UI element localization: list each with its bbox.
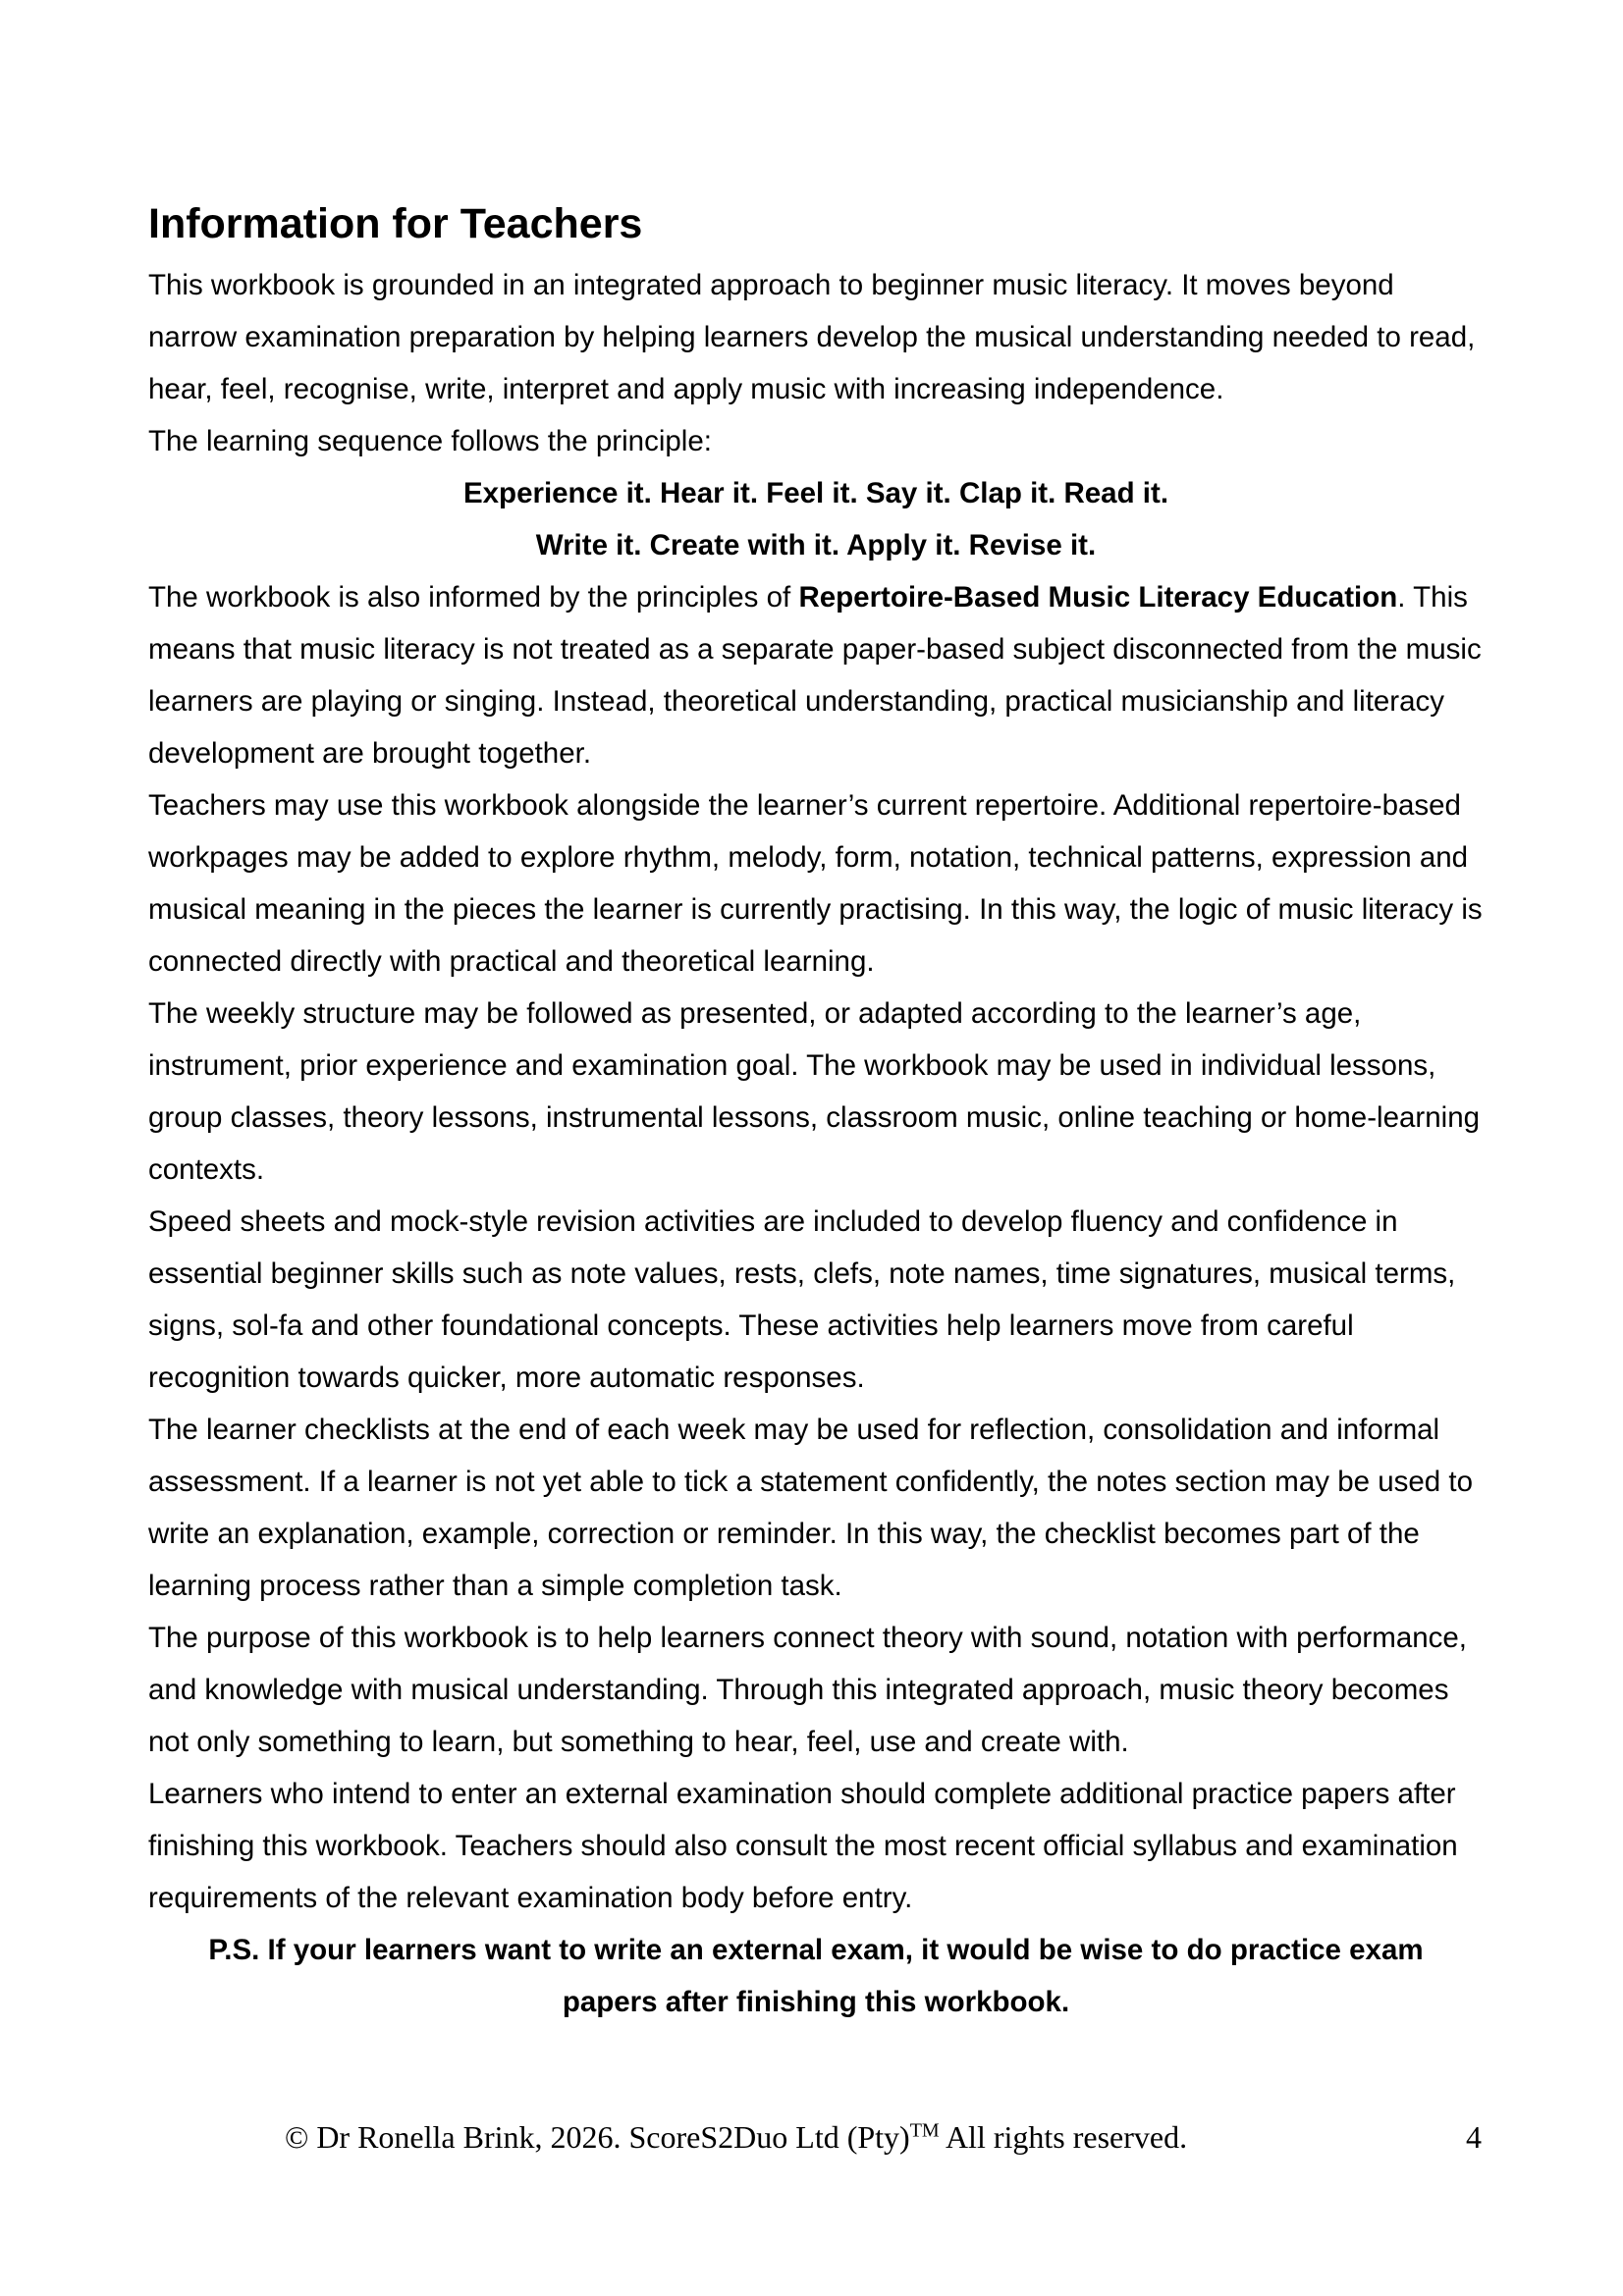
page-footer bbox=[0, 2112, 1623, 2162]
copyright-text: © Dr Ronella Brink, 2026. ScoreS2Duo Ltd (Pty) bbox=[285, 2119, 910, 2155]
paragraph-principle-intro: The learning sequence follows the principle: bbox=[148, 425, 712, 457]
paragraph-weekly-structure: The weekly structure may be followed as presented, or adapted according to the learner’s age, instrument, prior experience and examination goal. The workbook may be used in individual lessons, group classes, theory lessons, instrumental lessons, classroom music, online teaching or home-learning contexts. bbox=[148, 997, 1481, 1186]
postscript-line-2: papers after finishing this workbook. bbox=[562, 1986, 1070, 2018]
repertoire-based-term: Repertoire-Based Music Literacy Education bbox=[798, 581, 1398, 614]
paragraph-repertoire-based bbox=[148, 571, 1484, 779]
copyright-notice bbox=[285, 2112, 1187, 2162]
rights-reserved-text: All rights reserved. bbox=[939, 2119, 1188, 2155]
paragraph-repertoire-text-start: The workbook is also informed by the principles of bbox=[148, 581, 799, 614]
paragraph-intro: This workbook is grounded in an integrated approach to beginner music literacy. It moves beyond narrow examination preparation by helping learners develop the musical understanding needed to read, hear, feel, recognise, write, interpret and apply music with increasing independence. bbox=[148, 269, 1476, 405]
paragraph-external-exam: Learners who intend to enter an external examination should complete additional practice papers after finishing this workbook. Teachers should also consult the most recent official syllabus and examination requirements of the relevant examination body before entry. bbox=[148, 1778, 1458, 1914]
principle-line-2: Write it. Create with it. Apply it. Revise it. bbox=[535, 529, 1097, 561]
page-number: 4 bbox=[1466, 2119, 1482, 2155]
paragraph-purpose: The purpose of this workbook is to help learners connect theory with sound, notation with performance, and knowledge with musical understanding. Through this integrated approach, music theory becomes not only something to learn, but something to hear, feel, use and create with. bbox=[148, 1622, 1467, 1758]
page-content bbox=[148, 192, 1484, 2028]
paragraph-speed-sheets: Speed sheets and mock-style revision activities are included to develop fluency and confidence in essential beginner skills such as note values, rests, clefs, note names, time signatures, musical terms, signs, sol-fa and other foundational concepts. These activities help learners move from careful recognition towards quicker, more automatic responses. bbox=[148, 1205, 1456, 1394]
postscript-line-1: P.S. If your learners want to write an external exam, it would be wise to do practice exam bbox=[208, 1934, 1424, 1966]
paragraph-checklists: The learner checklists at the end of each week may be used for reflection, consolidation and informal assessment. If a learner is not yet able to tick a statement confidently, the notes section may be used to write an explanation, example, correction or reminder. In this way, the checklist becomes part of the learning process rather than a simple completion task. bbox=[148, 1414, 1473, 1602]
trademark-mark: TM bbox=[909, 2119, 940, 2142]
paragraph-current-repertoire: Teachers may use this workbook alongside the learner’s current repertoire. Additional repertoire-based workpages may be added to explore rhythm, melody, form, notation, technical patterns, expression and musical meaning in the pieces the learner is currently practising. In this way, the logic of music literacy is connected directly with practical and theoretical learning. bbox=[148, 789, 1483, 978]
paragraph-repertoire-text-end: . This means that music literacy is not treated as a separate paper-based subject disconnected from the music learners are playing or singing. Instead, theoretical understanding, practical musicianship and literacy development are brought together. bbox=[148, 581, 1482, 770]
principle-line-1: Experience it. Hear it. Feel it. Say it. Clap it. Read it. bbox=[462, 477, 1169, 509]
page-title: Information for Teachers bbox=[148, 200, 643, 247]
